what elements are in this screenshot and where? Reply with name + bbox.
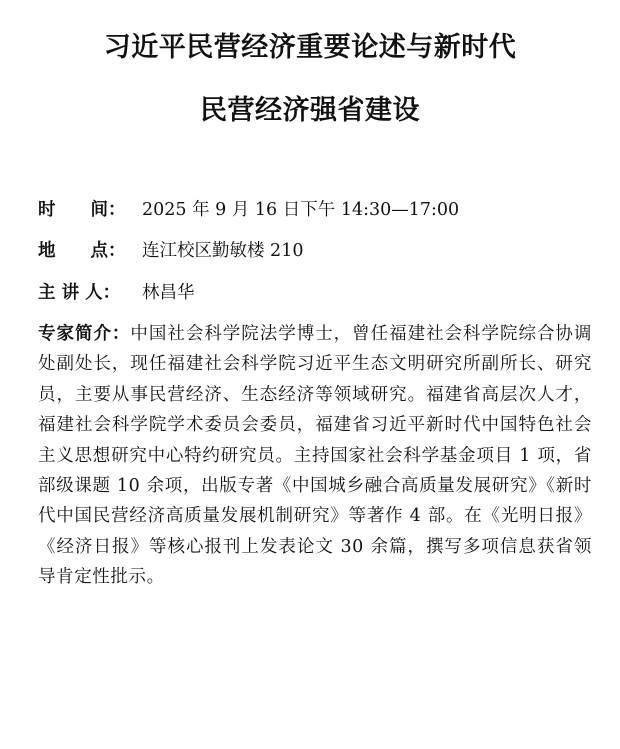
speaker-value: 林昌华 (142, 283, 195, 303)
time-value: 2025 年 9 月 16 日下午 14:30—17:00 (142, 200, 460, 220)
place-value: 连江校区勤敏楼 210 (142, 241, 304, 261)
speaker-label: 主 讲 人： (38, 283, 121, 303)
time-row (38, 199, 598, 221)
speaker-row (38, 282, 598, 304)
title-line-1: 习近平民营经济重要论述与新时代 (103, 32, 517, 63)
bio-text: 中国社会科学院法学博士，曾任福建社会科学院综合协调处副处长，现任福建社会科学院习近平生态文明研究所副所长、研究员，主要从事民营经济、生态经济等领域研究。福建省高层次人才，福建社会科学院学术委员会委员，福建省习近平新时代中国特色社会主义思想研究中心特约研究员。主持国家社会科学基金项目 1 项，省部级课题 10 余项，出版专著《中国城乡融合高质量发展研究》《新时代中国民营经济高质量发展机制研究》等著作 4 部。在《光明日报》《经济日报》等核心报刊上发表论文 30 余篇，撰写多项信息获省领导肯定性批示。 (38, 324, 593, 588)
expert-bio (38, 319, 592, 593)
place-label: 地 点： (38, 241, 126, 261)
time-label: 时 间： (38, 200, 126, 220)
title-line-2: 民营经济强省建设 (200, 95, 420, 126)
bio-label: 专家简介： (38, 324, 131, 344)
place-row (38, 240, 598, 262)
